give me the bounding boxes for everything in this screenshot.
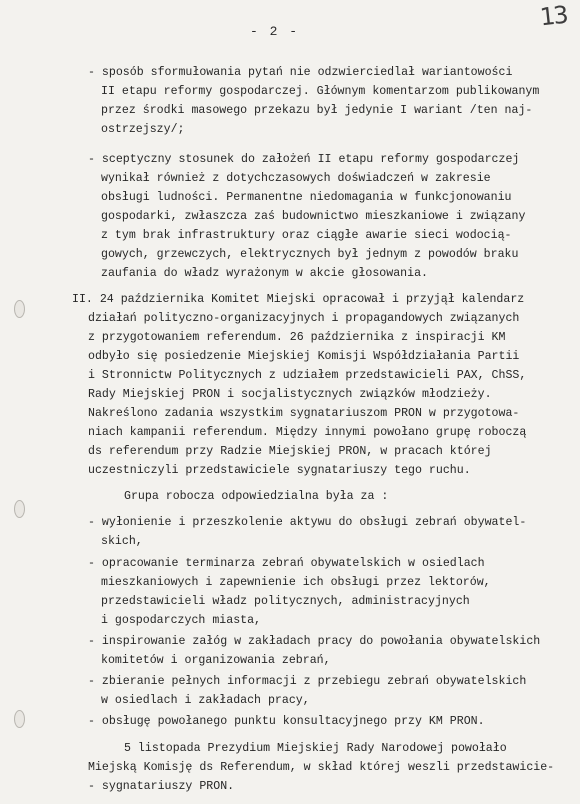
text-line: - sceptyczny stosunek do założeń II etapu reformy gospodarczej xyxy=(88,153,520,166)
list-item-line: w osiedlach i zakładach pracy, xyxy=(101,694,310,707)
text-line: - sposób sformułowania pytań nie odzwierciedlał wariantowości xyxy=(88,66,513,79)
list-item-line: - zbieranie pełnych informacji z przebiegu zebrań obywatelskich xyxy=(88,675,527,688)
list-item-line: przedstawicieli władz politycznych, administracyjnych xyxy=(101,595,470,608)
text-line: działań polityczno-organizacyjnych i propagandowych związanych xyxy=(88,312,520,325)
punch-hole-icon xyxy=(14,500,25,518)
text-line: - sygnatariuszy PRON. xyxy=(88,780,235,793)
list-item-line: - inspirowanie załóg w zakładach pracy do powołania obywatelskich xyxy=(88,635,541,648)
text-line: gospodarki, zwłaszcza zaś budownictwo mieszkaniowe i związany xyxy=(101,210,526,223)
list-item-line: skich, xyxy=(101,535,143,548)
text-line: Rady Miejskiej PRON i socjalistycznych związków młodzieży. xyxy=(88,388,492,401)
text-line: ds referendum przy Radzie Miejskiej PRON, w pracach której xyxy=(88,445,492,458)
text-line: zaufania do władz wyrażonym w akcie głosowania. xyxy=(101,267,428,280)
text-line: gowych, grzewczych, elektrycznych był jednym z powodów braku xyxy=(101,248,519,261)
text-line: z tym brak infrastruktury oraz ciągłe awarie sieci wodocią- xyxy=(101,229,512,242)
text-line: wynikał również z dotychczasowych doświadczeń w zakresie xyxy=(101,172,491,185)
text-line: II etapu reformy gospodarczej. Głównym komentarzom publikowanym xyxy=(101,85,540,98)
text-line: Nakreślono zadania wszystkim sygnatariuszom PRON w przygotowa- xyxy=(88,407,520,420)
text-line: niach kampanii referendum. Między innymi powołano grupę roboczą xyxy=(88,426,527,439)
list-item-line: komitetów i organizowania zebrań, xyxy=(101,654,331,667)
list-item-line: - wyłonienie i przeszkolenie aktywu do obsługi zebrań obywatel- xyxy=(88,516,527,529)
list-item-line: - opracowanie terminarza zebrań obywatelskich w osiedlach xyxy=(88,557,485,570)
text-line: ostrzejszy/; xyxy=(101,123,185,136)
text-line: przez środki masowego przekazu był jedynie I wariant /ten naj- xyxy=(101,104,533,117)
page-number: - 2 - xyxy=(250,24,300,39)
list-item-line: - obsługę powołanego punktu konsultacyjnego przy KM PRON. xyxy=(88,715,485,728)
text-line: i Stronnictw Politycznych z udziałem przedstawicieli PAX, ChSS, xyxy=(88,369,527,382)
punch-hole-icon xyxy=(14,300,25,318)
punch-hole-icon xyxy=(14,710,25,728)
text-line: obsługi ludności. Permanentne niedomagania w funkcjonowaniu xyxy=(101,191,512,204)
text-line: Grupa robocza odpowiedzialna była za : xyxy=(124,490,389,503)
list-item-line: i gospodarczych miasta, xyxy=(101,614,262,627)
handwritten-folio-number: 13 xyxy=(538,0,568,32)
section-heading-line: II. 24 października Komitet Miejski opracował i przyjął kalendarz xyxy=(72,293,525,306)
text-line: 5 listopada Prezydium Miejskiej Rady Narodowej powołało xyxy=(124,742,507,755)
text-line: z przygotowaniem referendum. 26 października z inspiracji KM xyxy=(88,331,506,344)
text-line: Miejską Komisję ds Referendum, w skład której weszli przedstawicie- xyxy=(88,761,555,774)
text-line: uczestniczyli przedstawiciele sygnatariuszy tego ruchu. xyxy=(88,464,471,477)
list-item-line: mieszkaniowych i zapewnienie ich obsługi przez lektorów, xyxy=(101,576,491,589)
text-line: odbyło się posiedzenie Miejskiej Komisji Współdziałania Partii xyxy=(88,350,520,363)
